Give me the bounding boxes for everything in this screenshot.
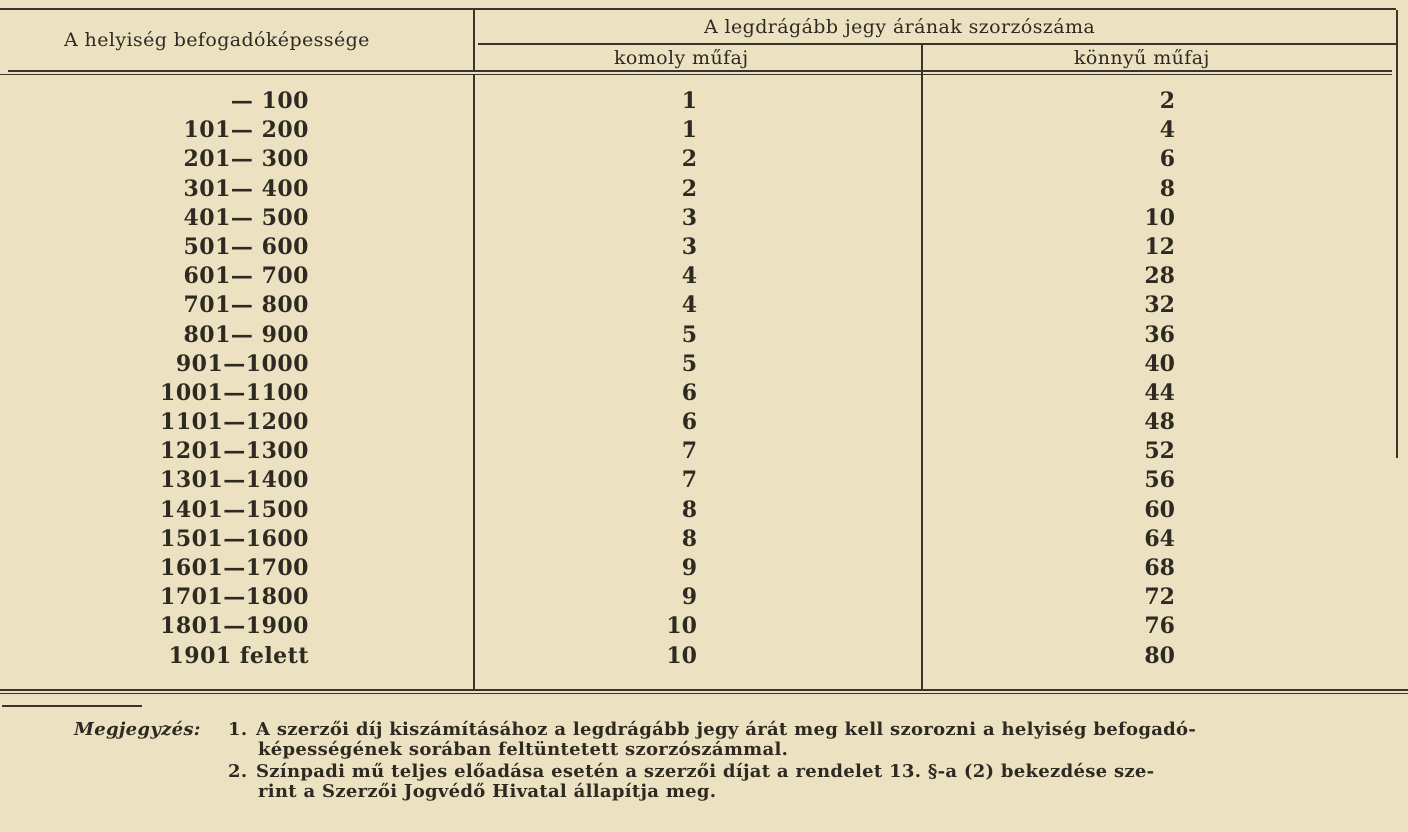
capacity-cell: 601— 700 bbox=[183, 263, 309, 290]
notes-label: Megjegyzés: bbox=[74, 719, 201, 740]
light-multiplier-cell: 56 bbox=[1144, 467, 1175, 494]
table-row bbox=[0, 409, 1396, 438]
capacity-cell: 1801—1900 bbox=[160, 613, 309, 640]
capacity-cell: 101— 200 bbox=[183, 117, 309, 144]
serious-multiplier-cell: 4 bbox=[681, 263, 697, 290]
header-serious-genre: komoly műfaj bbox=[614, 47, 749, 69]
light-multiplier-cell: 64 bbox=[1144, 525, 1175, 552]
capacity-cell: 701— 800 bbox=[183, 292, 309, 319]
note-2-number: 2. bbox=[228, 761, 248, 782]
capacity-cell: 1301—1400 bbox=[160, 467, 309, 494]
capacity-cell: 1601—1700 bbox=[160, 555, 309, 581]
capacity-cell: 1101—1200 bbox=[160, 409, 309, 436]
table-body bbox=[0, 88, 1396, 672]
serious-multiplier-cell: 5 bbox=[681, 321, 697, 348]
note-1-number: 1. bbox=[228, 719, 248, 740]
table-row bbox=[0, 467, 1396, 496]
light-multiplier-cell: 44 bbox=[1144, 379, 1175, 406]
serious-multiplier-cell: 9 bbox=[681, 584, 697, 611]
light-multiplier-cell: 4 bbox=[1159, 117, 1175, 144]
note-1-line1: A szerzői díj kiszámításához a legdrágább jegy árát meg kell szorozni a helyiség befogadó- bbox=[256, 719, 1197, 740]
capacity-cell: 1701—1800 bbox=[160, 584, 309, 611]
capacity-cell: 201— 300 bbox=[183, 146, 309, 173]
serious-multiplier-cell: 2 bbox=[681, 146, 697, 173]
table-row bbox=[0, 497, 1396, 526]
note-1-continued: képességének sorában feltüntetett szorzószámmal. bbox=[258, 739, 789, 760]
light-multiplier-cell: 76 bbox=[1144, 613, 1175, 640]
serious-multiplier-cell: 6 bbox=[681, 409, 697, 436]
table-right-edge bbox=[1396, 10, 1398, 458]
table-row bbox=[0, 643, 1396, 672]
table-row bbox=[0, 205, 1396, 234]
table-row bbox=[0, 438, 1396, 467]
light-multiplier-cell: 32 bbox=[1144, 292, 1175, 319]
table-row bbox=[0, 526, 1396, 555]
table-row bbox=[0, 351, 1396, 380]
serious-multiplier-cell: 2 bbox=[681, 175, 697, 202]
capacity-cell: 901—1000 bbox=[175, 350, 309, 377]
light-multiplier-cell: 2 bbox=[1159, 88, 1175, 114]
light-multiplier-cell: 12 bbox=[1144, 233, 1175, 260]
table-row bbox=[0, 292, 1396, 321]
header-sub-rule bbox=[478, 43, 1396, 45]
table-row bbox=[0, 322, 1396, 351]
serious-multiplier-cell: 8 bbox=[681, 496, 697, 523]
serious-multiplier-cell: 9 bbox=[681, 555, 697, 581]
table-bottom-rule-double bbox=[0, 693, 1408, 694]
table-row bbox=[0, 176, 1396, 205]
serious-multiplier-cell: 4 bbox=[681, 292, 697, 319]
light-multiplier-cell: 40 bbox=[1144, 350, 1175, 377]
serious-multiplier-cell: 1 bbox=[681, 117, 697, 144]
capacity-cell: 801— 900 bbox=[183, 321, 309, 348]
capacity-cell: 1901 felett bbox=[168, 642, 309, 669]
table-top-rule bbox=[0, 8, 1396, 10]
serious-multiplier-cell: 7 bbox=[681, 467, 697, 494]
note-2 bbox=[228, 762, 1348, 782]
serious-multiplier-cell: 3 bbox=[681, 204, 697, 231]
capacity-cell: 1501—1600 bbox=[160, 525, 309, 552]
header-light-genre: könnyű műfaj bbox=[1074, 47, 1210, 69]
capacity-cell: 1401—1500 bbox=[160, 496, 309, 523]
table-row bbox=[0, 555, 1396, 584]
table-row bbox=[0, 234, 1396, 263]
table-bottom-rule bbox=[0, 689, 1408, 691]
capacity-cell: — 100 bbox=[230, 88, 309, 114]
serious-multiplier-cell: 10 bbox=[666, 613, 697, 640]
capacity-cell: 501— 600 bbox=[183, 233, 309, 260]
table-row bbox=[0, 263, 1396, 292]
header-bottom-rule-double bbox=[0, 74, 1392, 75]
header-multiplier: A legdrágább jegy árának szorzószáma bbox=[704, 16, 1096, 38]
table-row bbox=[0, 88, 1396, 117]
light-multiplier-cell: 48 bbox=[1144, 409, 1175, 436]
note-2-continued: rint a Szerzői Jogvédő Hivatal állapítja meg. bbox=[258, 781, 717, 802]
light-multiplier-cell: 28 bbox=[1144, 263, 1175, 290]
footnote-separator bbox=[2, 705, 142, 707]
serious-multiplier-cell: 7 bbox=[681, 438, 697, 465]
header-capacity: A helyiség befogadóképessége bbox=[64, 29, 370, 51]
capacity-cell: 1201—1300 bbox=[160, 438, 309, 465]
light-multiplier-cell: 68 bbox=[1144, 555, 1175, 581]
light-multiplier-cell: 80 bbox=[1144, 642, 1175, 669]
light-multiplier-cell: 6 bbox=[1159, 146, 1175, 173]
table-row bbox=[0, 380, 1396, 409]
table-row bbox=[0, 146, 1396, 175]
table-row bbox=[0, 584, 1396, 613]
serious-multiplier-cell: 6 bbox=[681, 379, 697, 406]
note-1 bbox=[228, 720, 1348, 740]
light-multiplier-cell: 8 bbox=[1159, 175, 1175, 202]
light-multiplier-cell: 10 bbox=[1144, 204, 1175, 231]
capacity-cell: 401— 500 bbox=[183, 204, 309, 231]
serious-multiplier-cell: 8 bbox=[681, 525, 697, 552]
light-multiplier-cell: 60 bbox=[1144, 496, 1175, 523]
table-row bbox=[0, 117, 1396, 146]
light-multiplier-cell: 52 bbox=[1144, 438, 1175, 465]
serious-multiplier-cell: 3 bbox=[681, 233, 697, 260]
note-2-line1: Színpadi mű teljes előadása esetén a szerzői díjat a rendelet 13. §-a (2) bekezdése sze- bbox=[256, 761, 1155, 782]
column-divider-header bbox=[473, 10, 475, 70]
header-bottom-rule bbox=[8, 70, 1392, 72]
table-row bbox=[0, 613, 1396, 642]
capacity-cell: 301— 400 bbox=[183, 175, 309, 202]
serious-multiplier-cell: 10 bbox=[666, 642, 697, 669]
capacity-cell: 1001—1100 bbox=[160, 379, 309, 406]
serious-multiplier-cell: 1 bbox=[681, 88, 697, 114]
serious-multiplier-cell: 5 bbox=[681, 350, 697, 377]
light-multiplier-cell: 72 bbox=[1144, 584, 1175, 611]
light-multiplier-cell: 36 bbox=[1144, 321, 1175, 348]
